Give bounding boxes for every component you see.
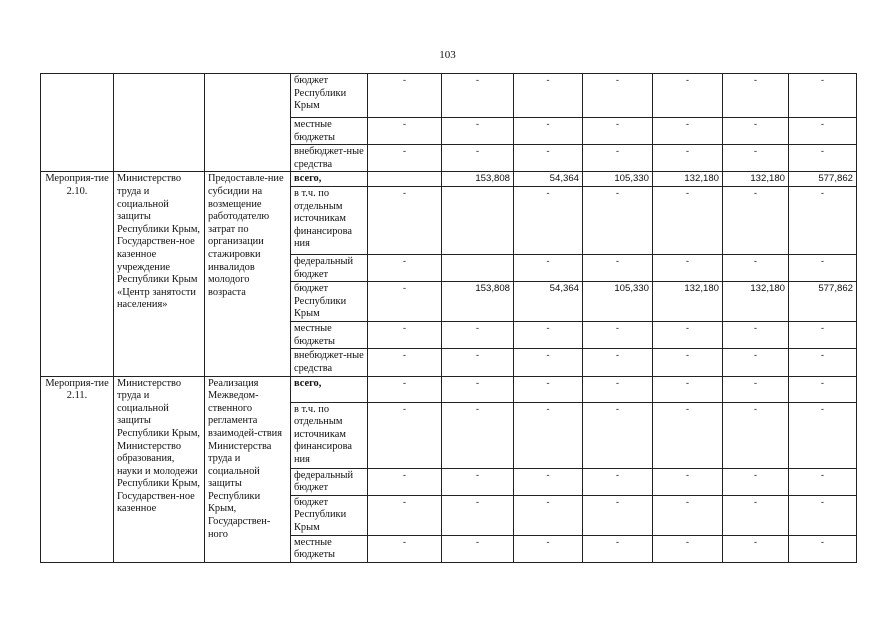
value-cell: -: [514, 376, 583, 402]
value-cell: -: [789, 74, 857, 118]
value-cell: -: [583, 145, 653, 172]
value-cell: 577,862: [789, 172, 857, 187]
value-cell: -: [789, 468, 857, 495]
continued-code-cell: [41, 74, 114, 172]
value-cell: -: [368, 468, 442, 495]
funding-source-cell: бюджет Республики Крым: [291, 495, 368, 535]
funding-source-cell: всего,: [291, 172, 368, 187]
value-cell: -: [442, 74, 514, 118]
value-cell: -: [789, 186, 857, 254]
value-cell: -: [723, 322, 789, 349]
value-cell: -: [368, 495, 442, 535]
executor-cell: Министерство труда и социальной защиты Республики Крым, Государствен-ное казенное учреждение Республики Крым «Центр занятости населения»: [114, 172, 205, 376]
value-cell: -: [514, 468, 583, 495]
value-cell: -: [583, 535, 653, 562]
description-cell: Предоставле-ние субсидии на возмещение работодателю затрат по организации стажировки инвалидов молодого возраста: [205, 172, 291, 376]
value-cell: -: [514, 254, 583, 281]
value-cell: -: [583, 186, 653, 254]
value-cell: -: [653, 535, 723, 562]
value-cell: -: [514, 495, 583, 535]
value-cell: -: [368, 282, 442, 322]
funding-source-cell: всего,: [291, 376, 368, 402]
funding-source-cell: внебюджет-ные средства: [291, 145, 368, 172]
value-cell: -: [653, 322, 723, 349]
value-cell: -: [723, 535, 789, 562]
value-cell: [368, 172, 442, 187]
value-cell: 153,808: [442, 282, 514, 322]
value-cell: 153,808: [442, 172, 514, 187]
value-cell: -: [514, 402, 583, 468]
value-cell: [442, 254, 514, 281]
value-cell: -: [653, 495, 723, 535]
value-cell: 54,364: [514, 172, 583, 187]
value-cell: -: [583, 254, 653, 281]
value-cell: -: [583, 322, 653, 349]
value-cell: -: [789, 145, 857, 172]
value-cell: -: [368, 376, 442, 402]
value-cell: -: [653, 468, 723, 495]
value-cell: -: [514, 145, 583, 172]
value-cell: -: [723, 402, 789, 468]
value-cell: -: [723, 495, 789, 535]
value-cell: -: [368, 186, 442, 254]
value-cell: -: [514, 186, 583, 254]
value-cell: -: [514, 118, 583, 145]
funding-source-cell: внебюджет-ные средства: [291, 349, 368, 376]
value-cell: -: [514, 349, 583, 376]
value-cell: -: [723, 349, 789, 376]
value-cell: -: [583, 376, 653, 402]
value-cell: -: [368, 254, 442, 281]
value-cell: 54,364: [514, 282, 583, 322]
value-cell: -: [789, 402, 857, 468]
funding-source-cell: в т.ч. по отдельным источникам финансирова ния: [291, 402, 368, 468]
table-row: [41, 376, 857, 402]
value-cell: -: [789, 254, 857, 281]
funding-source-cell: местные бюджеты: [291, 322, 368, 349]
value-cell: -: [789, 118, 857, 145]
continued-description-cell: [205, 74, 291, 172]
value-cell: 132,180: [723, 172, 789, 187]
value-cell: -: [723, 74, 789, 118]
value-cell: 132,180: [653, 282, 723, 322]
page-number: 103: [439, 49, 456, 61]
value-cell: -: [789, 376, 857, 402]
value-cell: -: [723, 376, 789, 402]
value-cell: -: [442, 322, 514, 349]
value-cell: -: [368, 402, 442, 468]
value-cell: -: [368, 74, 442, 118]
value-cell: -: [789, 322, 857, 349]
value-cell: -: [514, 74, 583, 118]
value-cell: -: [368, 535, 442, 562]
funding-source-cell: в т.ч. по отдельным источникам финансирова ния: [291, 186, 368, 254]
value-cell: -: [723, 254, 789, 281]
value-cell: [442, 186, 514, 254]
measure-code-cell: Мероприя-тие 2.11.: [41, 376, 114, 562]
value-cell: -: [583, 74, 653, 118]
value-cell: -: [789, 349, 857, 376]
table-row: [41, 172, 857, 187]
value-cell: 105,330: [583, 282, 653, 322]
value-cell: -: [442, 468, 514, 495]
value-cell: -: [368, 322, 442, 349]
value-cell: -: [442, 535, 514, 562]
value-cell: -: [653, 145, 723, 172]
continued-executor-cell: [114, 74, 205, 172]
value-cell: 132,180: [723, 282, 789, 322]
value-cell: -: [442, 402, 514, 468]
value-cell: -: [442, 118, 514, 145]
value-cell: -: [514, 322, 583, 349]
value-cell: -: [442, 145, 514, 172]
value-cell: -: [653, 186, 723, 254]
value-cell: -: [653, 254, 723, 281]
value-cell: -: [653, 349, 723, 376]
value-cell: 105,330: [583, 172, 653, 187]
value-cell: -: [723, 118, 789, 145]
value-cell: -: [368, 118, 442, 145]
value-cell: -: [442, 495, 514, 535]
value-cell: -: [653, 376, 723, 402]
value-cell: -: [723, 145, 789, 172]
funding-source-cell: бюджет Республики Крым: [291, 74, 368, 118]
funding-source-cell: бюджет Республики Крым: [291, 282, 368, 322]
value-cell: -: [653, 118, 723, 145]
value-cell: -: [789, 535, 857, 562]
value-cell: 577,862: [789, 282, 857, 322]
value-cell: -: [583, 349, 653, 376]
value-cell: -: [723, 468, 789, 495]
description-cell: Реализация Межведом-ственного регламента взаимодей-ствия Министерства труда и социальной защиты Республики Крым, Государствен-ного: [205, 376, 291, 562]
financing-table: [40, 73, 857, 563]
measure-code-cell: Мероприя-тие 2.10.: [41, 172, 114, 376]
value-cell: -: [368, 349, 442, 376]
value-cell: 132,180: [653, 172, 723, 187]
value-cell: -: [653, 402, 723, 468]
funding-source-cell: федеральный бюджет: [291, 254, 368, 281]
value-cell: -: [583, 402, 653, 468]
value-cell: -: [789, 495, 857, 535]
value-cell: -: [583, 495, 653, 535]
funding-source-cell: местные бюджеты: [291, 535, 368, 562]
value-cell: -: [442, 376, 514, 402]
value-cell: -: [514, 535, 583, 562]
value-cell: -: [583, 118, 653, 145]
value-cell: -: [723, 186, 789, 254]
value-cell: -: [368, 145, 442, 172]
funding-source-cell: местные бюджеты: [291, 118, 368, 145]
funding-source-cell: федеральный бюджет: [291, 468, 368, 495]
table-row: [41, 74, 857, 118]
value-cell: -: [653, 74, 723, 118]
value-cell: -: [583, 468, 653, 495]
executor-cell: Министерство труда и социальной защиты Республики Крым, Министерство образования, науки и молодежи Республики Крым, Государствен-ное казенное: [114, 376, 205, 562]
value-cell: -: [442, 349, 514, 376]
